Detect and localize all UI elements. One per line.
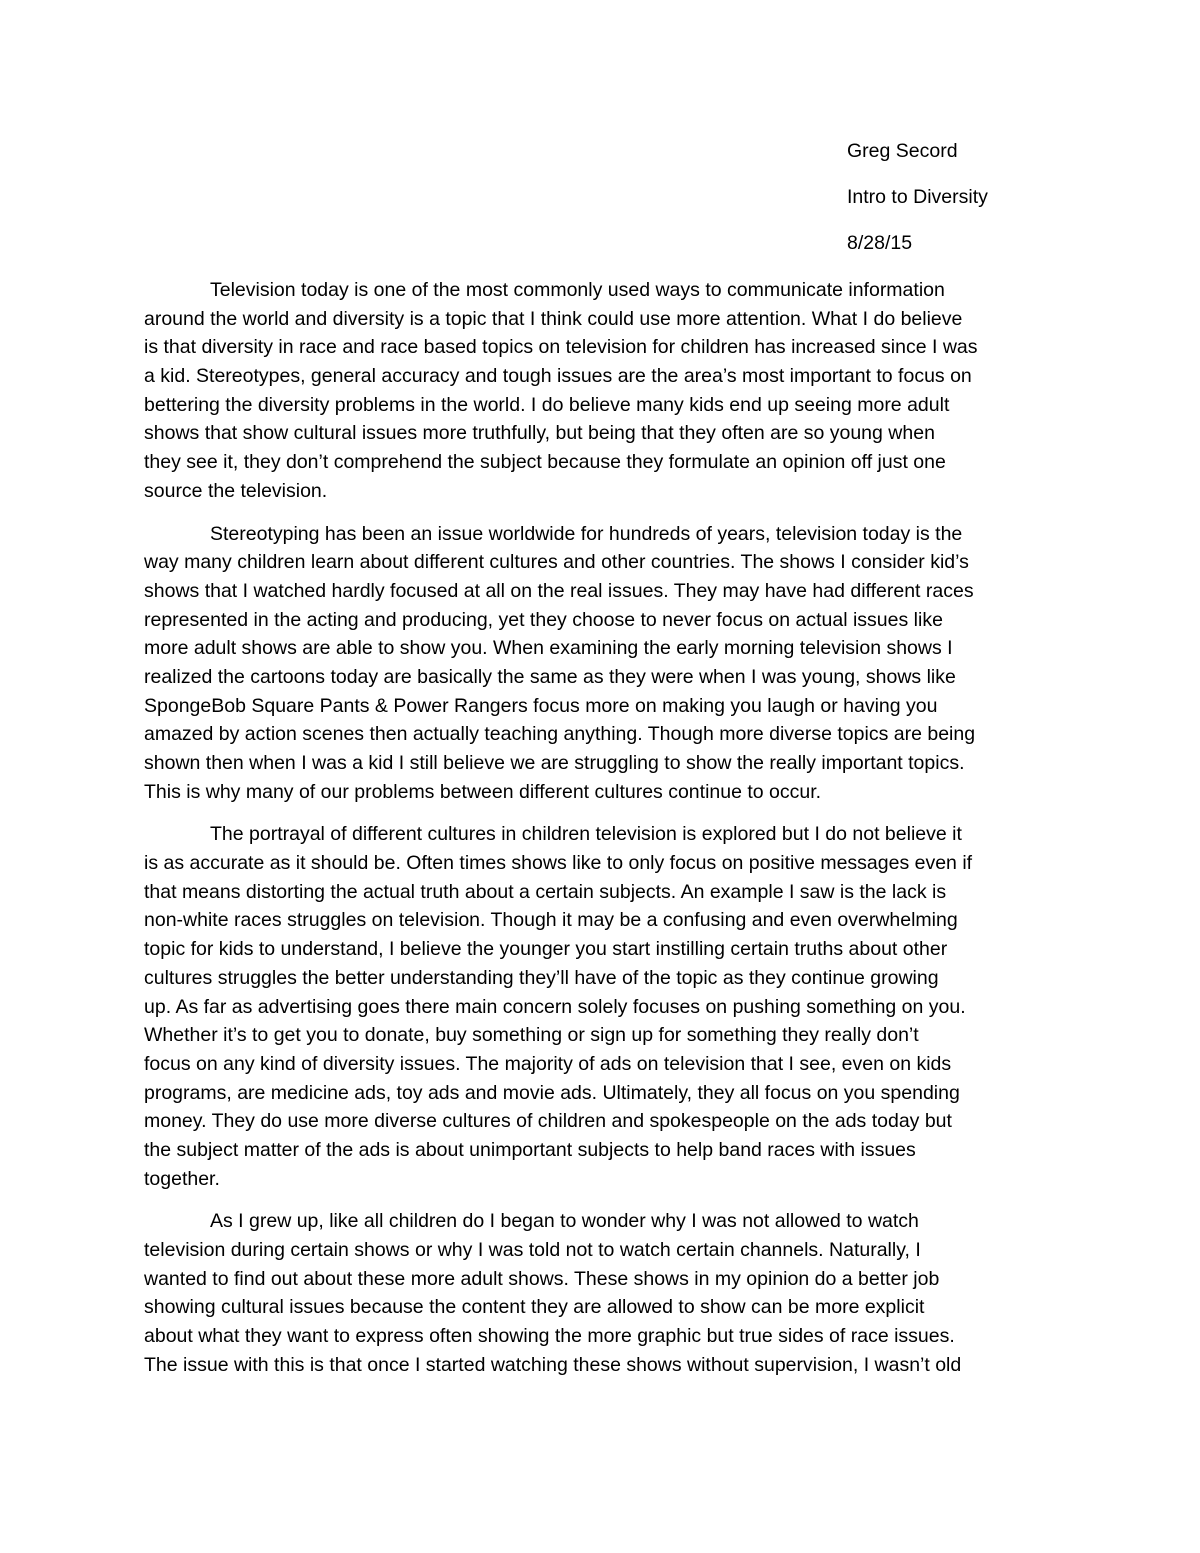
text-line: source the television. xyxy=(144,479,328,502)
text-line: Whether it’s to get you to donate, buy something or sign up for something they really don’t xyxy=(144,1024,919,1047)
text-line: Television today is one of the most commonly used ways to communicate information xyxy=(210,279,945,301)
text-line: the subject matter of the ads is about unimportant subjects to help band races with issues xyxy=(144,1138,916,1161)
text-line: The portrayal of different cultures in children television is explored but I do not believe it xyxy=(210,823,962,846)
text-line: shows that I watched hardly focused at all on the real issues. They may have had different races xyxy=(144,579,974,602)
course-name: Intro to Diversity xyxy=(847,186,988,208)
text-line: The issue with this is that once I started watching these shows without supervision, I wasn’t old xyxy=(144,1353,962,1376)
document-header xyxy=(847,140,1147,278)
text-line: SpongeBob Square Pants & Power Rangers focus more on making you laugh or having you xyxy=(144,694,938,717)
text-line: more adult shows are able to show you. When examining the early morning television shows I xyxy=(144,637,953,660)
text-line: represented in the acting and producing, yet they choose to never focus on actual issues like xyxy=(144,608,943,631)
author-name: Greg Secord xyxy=(847,140,958,162)
paragraph-2 xyxy=(144,520,1064,807)
text-line: wanted to find out about these more adult shows. These shows in my opinion do a better job xyxy=(144,1267,940,1290)
text-line: that means distorting the actual truth about a certain subjects. An example I saw is the lack is xyxy=(144,880,947,903)
text-line: about what they want to express often showing the more graphic but true sides of race issues. xyxy=(144,1325,955,1348)
text-line: up. As far as advertising goes there main concern solely focuses on pushing something on you. xyxy=(144,995,966,1018)
document-date: 8/28/15 xyxy=(847,232,913,254)
text-line: is that diversity in race and race based topics on television for children has increased since I was xyxy=(144,336,978,359)
text-line: television during certain shows or why I was told not to watch certain channels. Naturally, I xyxy=(144,1239,921,1261)
text-line: showing cultural issues because the content they are allowed to show can be more explicit xyxy=(144,1296,925,1319)
text-line: amazed by action scenes then actually teaching anything. Though more diverse topics are being xyxy=(144,723,976,746)
text-line: cultures struggles the better understanding they’ll have of the topic as they continue growing xyxy=(144,966,939,989)
text-line: they see it, they don’t comprehend the subject because they formulate an opinion off just one xyxy=(144,451,946,474)
text-line: focus on any kind of diversity issues. The majority of ads on television that I see, even on kids xyxy=(144,1052,952,1075)
text-line: together. xyxy=(144,1167,220,1190)
document-body xyxy=(144,276,1064,1393)
text-line: This is why many of our problems between different cultures continue to occur. xyxy=(144,780,822,803)
text-line: a kid. Stereotypes, general accuracy and tough issues are the area’s most important to focus on xyxy=(144,365,972,388)
text-line: programs, are medicine ads, toy ads and movie ads. Ultimately, they all focus on you spending xyxy=(144,1081,960,1104)
text-line: realized the cartoons today are basically the same as they were when I was young, shows like xyxy=(144,665,956,688)
text-line: shown then when I was a kid I still believe we are struggling to show the really important topics. xyxy=(144,752,965,774)
text-line: around the world and diversity is a topic that I think could use more attention. What I do believe xyxy=(144,307,963,330)
paragraph-4 xyxy=(144,1207,1064,1379)
text-line: As I grew up, like all children do I began to wonder why I was not allowed to watch xyxy=(210,1210,919,1233)
text-line: is as accurate as it should be. Often times shows like to only focus on positive messages even if xyxy=(144,852,973,875)
paragraph-3 xyxy=(144,820,1064,1193)
paragraph-1 xyxy=(144,276,1064,506)
text-line: non-white races struggles on television. Though it may be a confusing and even overwhelming xyxy=(144,909,958,932)
text-line: topic for kids to understand, I believe the younger you start instilling certain truths about other xyxy=(144,938,948,961)
text-line: shows that show cultural issues more truthfully, but being that they often are so young when xyxy=(144,422,935,445)
text-line: Stereotyping has been an issue worldwide for hundreds of years, television today is the xyxy=(210,522,963,545)
text-line: bettering the diversity problems in the world. I do believe many kids end up seeing more adult xyxy=(144,393,950,416)
text-line: money. They do use more diverse cultures of children and spokespeople on the ads today but xyxy=(144,1110,952,1133)
text-line: way many children learn about different cultures and other countries. The shows I consider kid’s xyxy=(144,551,969,574)
